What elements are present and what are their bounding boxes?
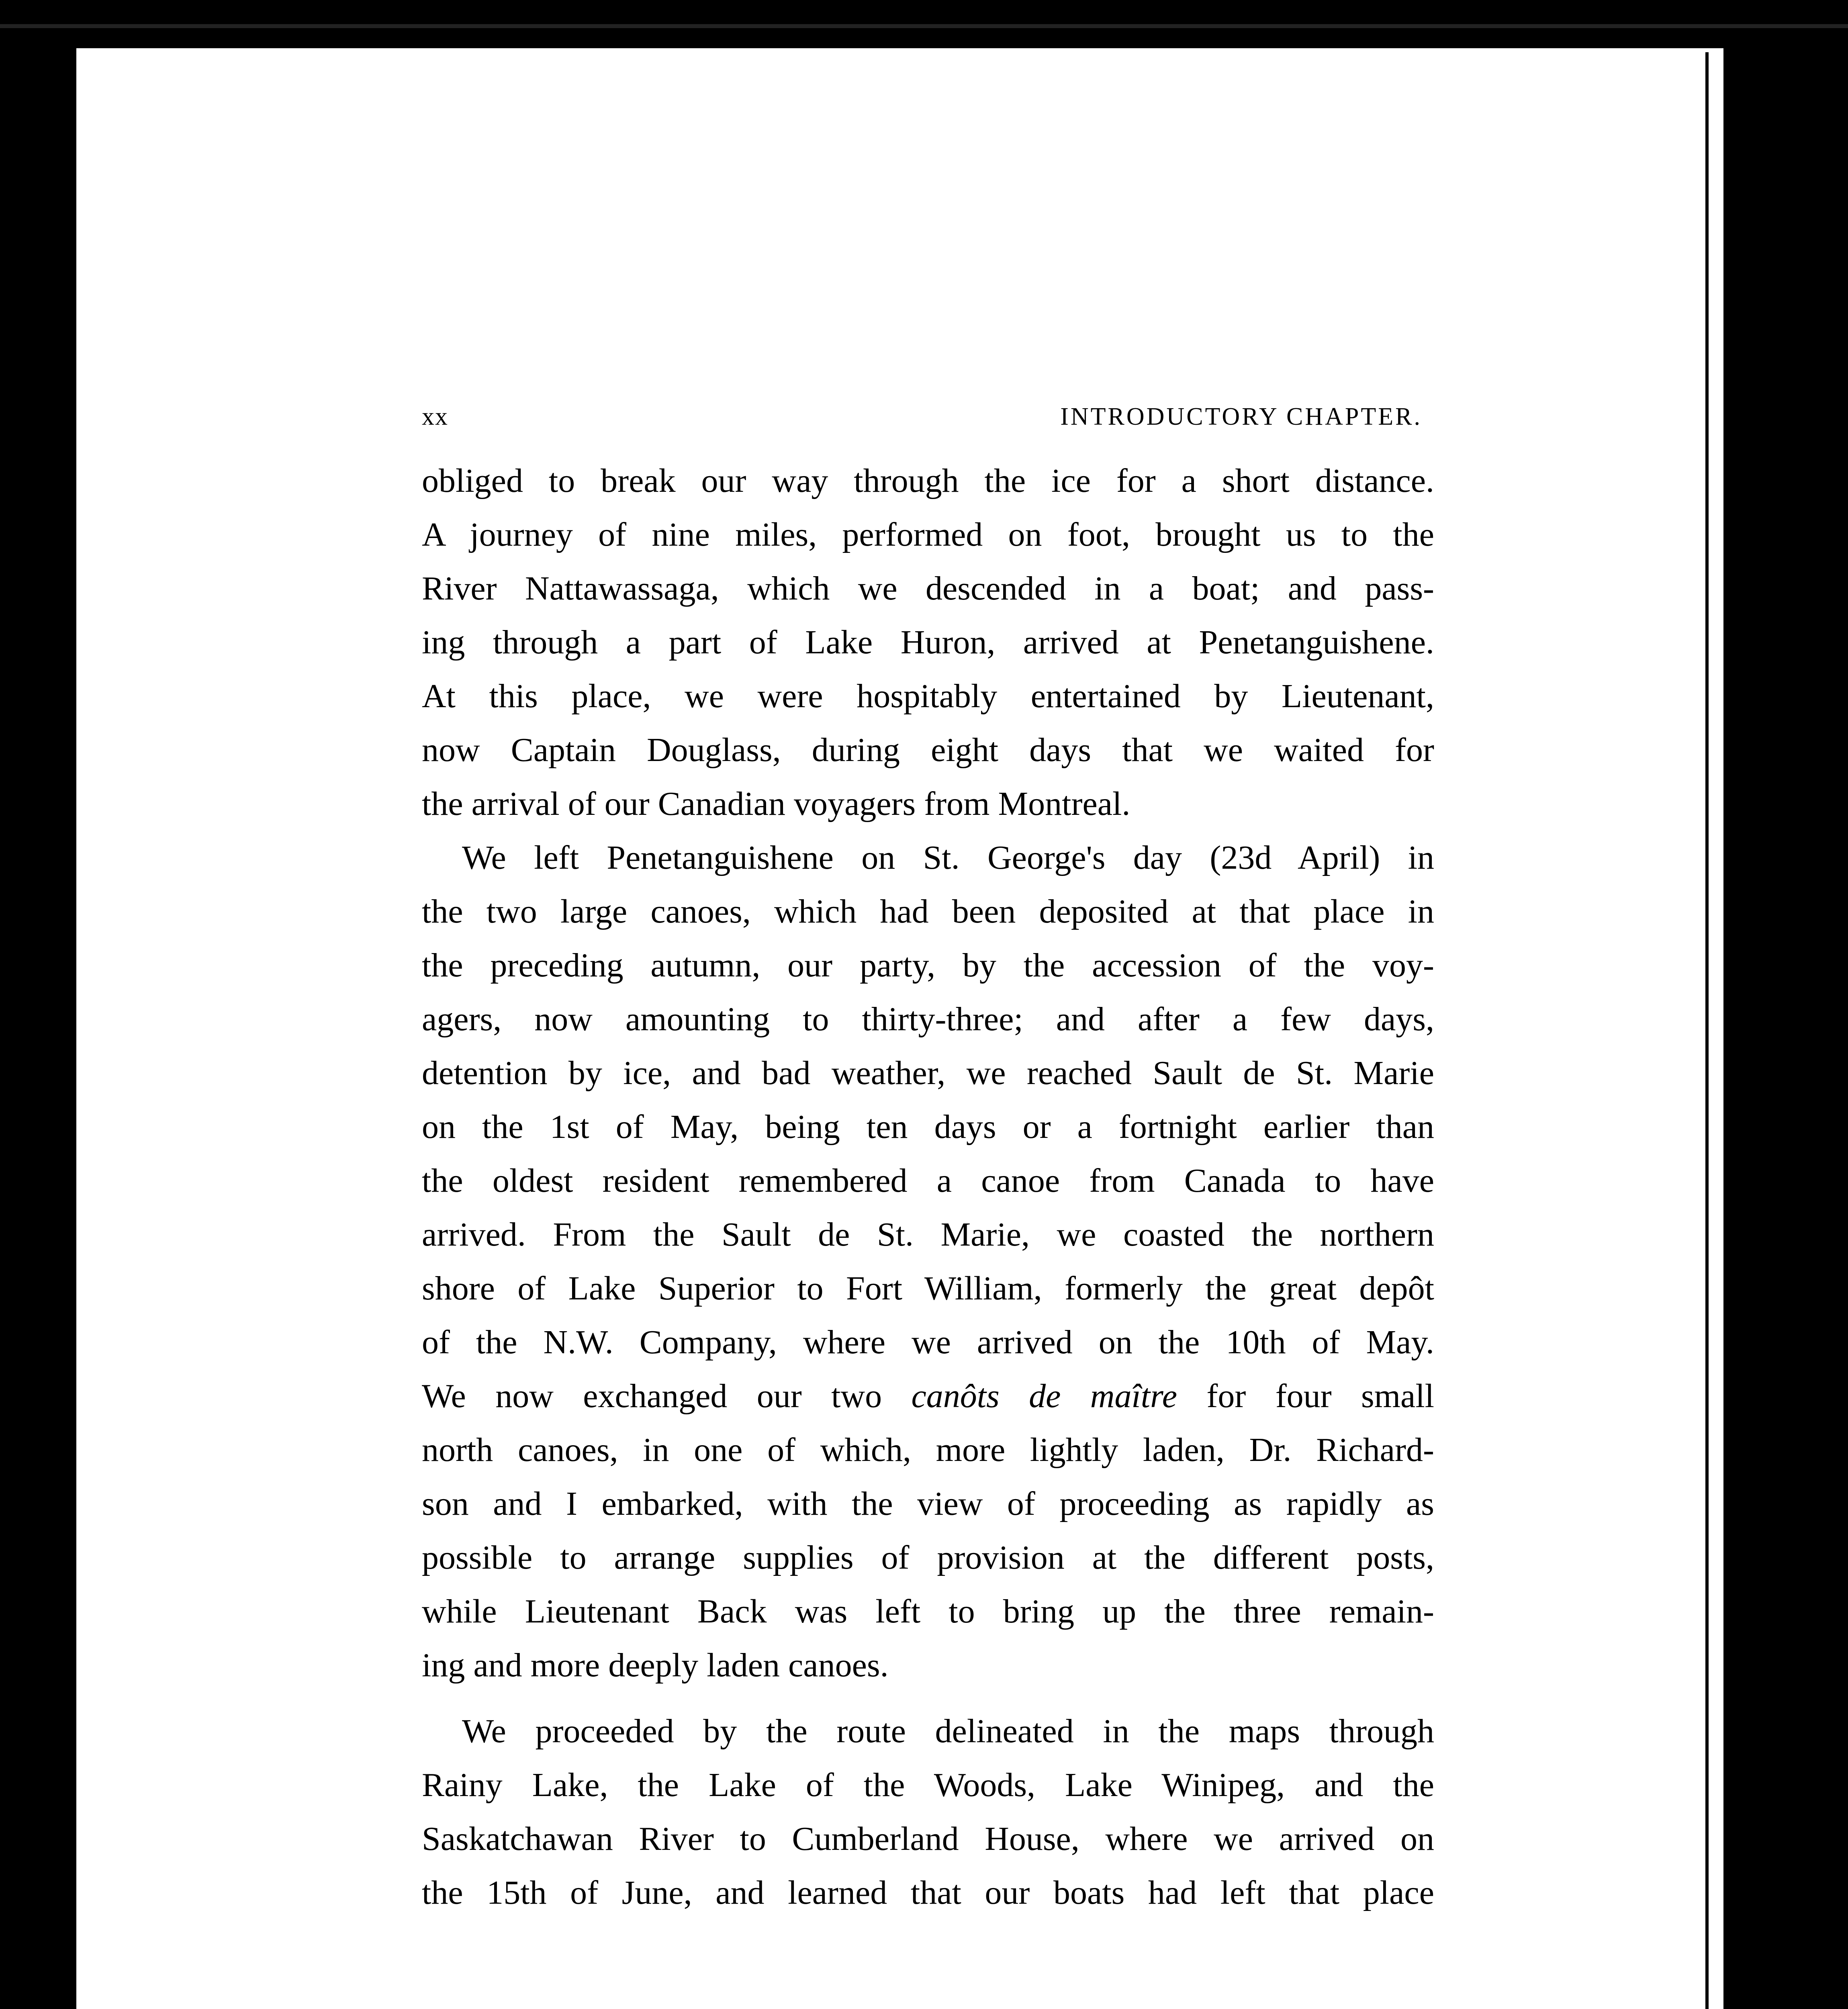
text-line: the oldest resident remembered a canoe from Canada to have [422, 1162, 1434, 1199]
text-line: agers, now amounting to thirty-three; and after a few days, [422, 1000, 1434, 1038]
text-line: while Lieutenant Back was left to bring up the three remain- [422, 1593, 1434, 1630]
text-line: shore of Lake Superior to Fort William, formerly the great depôt [422, 1270, 1434, 1307]
text-line: the 15th of June, and learned that our boats had left that place [422, 1874, 1434, 1911]
text-line: At this place, we were hospitably entertained by Lieutenant, [422, 677, 1434, 715]
italic-phrase: canôts de maître [911, 1377, 1177, 1415]
text-segment: for four small [1206, 1377, 1434, 1415]
text-line: ing through a part of Lake Huron, arrived at Penetanguishene. [422, 624, 1434, 661]
text-line: on the 1st of May, being ten days or a fortnight earlier than [422, 1108, 1434, 1146]
body-text [422, 454, 1434, 1920]
page-number: xx [422, 403, 448, 430]
text-line: possible to arrange supplies of provision at the different posts, [422, 1539, 1434, 1576]
text-line: ing and more deeply laden canoes. [422, 1647, 889, 1684]
paragraph-2 [422, 831, 1434, 1692]
text-line: We left Penetanguishene on St. George's day (23d April) in [462, 839, 1434, 876]
text-line: obliged to break our way through the ice for a short distance. [422, 462, 1434, 499]
text-line: arrived. From the Sault de St. Marie, we coasted the northern [422, 1216, 1434, 1253]
text-line: We proceeded by the route delineated in the maps through [462, 1712, 1434, 1750]
page-right-edge [1705, 52, 1709, 2009]
text-line: north canoes, in one of which, more lightly laden, Dr. Richard- [422, 1431, 1434, 1469]
text-line: detention by ice, and bad weather, we reached Sault de St. Marie [422, 1054, 1434, 1092]
text-line: of the N.W. Company, where we arrived on the 10th of May. [422, 1324, 1434, 1361]
scan-top-edge [0, 24, 1848, 28]
text-line: A journey of nine miles, performed on foot, brought us to the [422, 516, 1434, 553]
text-line: Rainy Lake, the Lake of the Woods, Lake Winipeg, and the [422, 1766, 1434, 1804]
text-segment: We now exchanged our two [422, 1377, 882, 1415]
text-line: the arrival of our Canadian voyagers from Montreal. [422, 785, 1130, 822]
text-line: River Nattawassaga, which we descended in a boat; and pass- [422, 570, 1434, 607]
text-line: the two large canoes, which had been deposited at that place in [422, 893, 1434, 930]
text-line: now Captain Douglass, during eight days that we waited for [422, 731, 1434, 769]
text-line-with-italic [422, 1369, 1434, 1423]
paragraph-3 [422, 1704, 1434, 1920]
text-line: Saskatchawan River to Cumberland House, where we arrived on [422, 1820, 1434, 1858]
running-head: INTRODUCTORY CHAPTER. [1060, 403, 1422, 430]
text-line: the preceding autumn, our party, by the accession of the voy- [422, 947, 1434, 984]
paragraph-1 [422, 454, 1434, 831]
page-header [422, 403, 1450, 431]
text-line: son and I embarked, with the view of proceeding as rapidly as [422, 1485, 1434, 1522]
